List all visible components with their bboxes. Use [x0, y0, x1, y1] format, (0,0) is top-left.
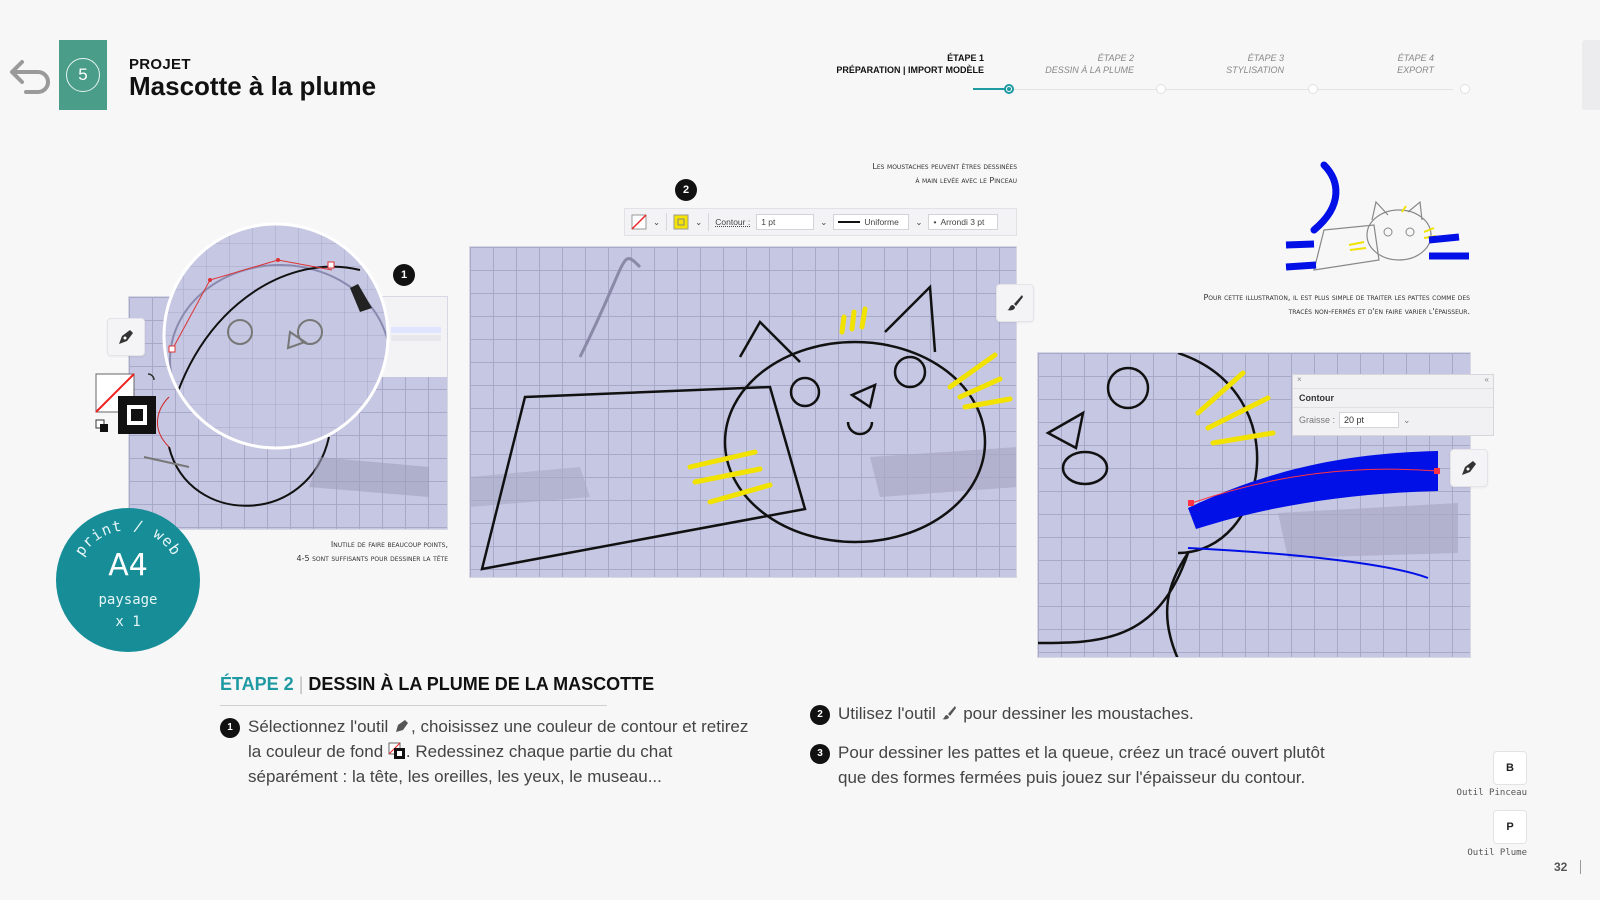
instruction-1: 1 Sélectionnez l'outil , choisissez une couleur de contour et retirez la couleur de fond . Redessinez chaque partie du chat séparément : la tête, les oreilles, les yeux, le museau... [220, 714, 800, 789]
fill-stroke-swatch-icon[interactable] [94, 372, 164, 438]
chevron-down-icon[interactable]: ⌄ [1403, 414, 1411, 425]
step-2[interactable]: ÉTAPE 2 DESSIN À LA PLUME [1045, 53, 1134, 75]
fill-swatch-icon[interactable] [673, 214, 689, 230]
screenshot-whiskers [469, 246, 1017, 578]
chevron-down-icon[interactable]: ⌄ [820, 216, 828, 227]
format-media: print / web [70, 516, 186, 560]
step-1[interactable]: ÉTAPE 1 PRÉPARATION | IMPORT MODÈLE [836, 53, 984, 75]
fill-stroke-swatch-icon [388, 742, 406, 760]
weight-row [1293, 408, 1493, 432]
instruction-2: 2 Utilisez l'outil pour dessiner les moustaches. [810, 701, 1370, 726]
project-kicker: PROJET [129, 56, 191, 73]
step-badge-2: 2 [675, 179, 697, 201]
pen-tool-tile-right[interactable] [1450, 449, 1488, 487]
format-orientation: paysage [98, 592, 158, 608]
heading-divider [220, 705, 607, 706]
toolbar-divider [666, 213, 667, 231]
step-progress [836, 52, 1500, 102]
chevron-down-icon[interactable]: ⌄ [915, 216, 923, 227]
weight-field[interactable]: 20 pt [1339, 412, 1399, 428]
magnifier-circle [160, 220, 392, 452]
section-heading: ÉTAPE 2 | DESSIN À LA PLUME DE LA MASCOTTE [220, 674, 655, 694]
chevron-down-icon[interactable]: ⌄ [653, 216, 661, 227]
format-count: x 1 [115, 614, 141, 630]
stroke-weight-field[interactable]: 1 pt [756, 214, 814, 230]
back-arrow-icon[interactable] [8, 56, 54, 96]
step-dot-3[interactable] [1308, 84, 1318, 94]
contour-panel [1292, 374, 1494, 436]
step-3[interactable]: ÉTAPE 3 STYLISATION [1226, 53, 1284, 75]
chapter-marker [59, 40, 107, 110]
pen-icon [116, 327, 136, 347]
shortcut-label-brush: Outil Pinceau [1456, 788, 1527, 798]
step-track [973, 89, 1453, 90]
instruction-3: 3 Pour dessiner les pattes et la queue, créez un tracé ouvert plutôt que des formes fermées puis jouez sur l'épaisseur du contour. [810, 740, 1390, 790]
stroke-swatch-icon[interactable] [631, 214, 647, 230]
brush-icon [940, 704, 958, 722]
step-dot-1[interactable] [1004, 84, 1014, 94]
page-title: Mascotte à la plume [129, 71, 377, 101]
contour-panel-title: Contour [1293, 389, 1493, 408]
brush-toolbar [624, 208, 1017, 236]
panel-header[interactable]: × « [1293, 375, 1493, 389]
brush-icon [1005, 293, 1025, 313]
shortcut-key-b: B [1493, 751, 1527, 785]
chevron-down-icon[interactable]: ⌄ [695, 216, 703, 227]
side-tab[interactable] [1582, 40, 1600, 110]
caption-left: Inutile de faire beaucoup points, 4-5 sont suffisants pour dessiner la tête [296, 540, 448, 563]
pen-icon [1459, 458, 1479, 478]
page-number: 32 [1554, 860, 1568, 874]
shortcut-label-pen: Outil Plume [1467, 848, 1527, 858]
profile-select[interactable]: Uniforme [833, 214, 909, 230]
format-badge [56, 508, 200, 652]
shortcut-key-p: P [1493, 810, 1527, 844]
step-4[interactable]: ÉTAPE 4 EXPORT [1397, 53, 1434, 75]
chapter-number: 5 [66, 58, 100, 92]
format-size: A4 [108, 548, 148, 583]
pen-icon [393, 717, 411, 735]
step-badge-1: 1 [393, 264, 415, 286]
mascot-preview-illustration [1284, 160, 1474, 280]
contour-label: Contour : [715, 217, 751, 227]
caption-middle: Les moustaches peuvent êtres dessinées à main levée avec le Pinceau [872, 162, 1017, 185]
step-dot-2[interactable] [1156, 84, 1166, 94]
weight-label: Graisse : [1299, 415, 1336, 425]
caption-right: Pour cette illustration, il est plus simple de traiter les pattes comme des tracés non-fermés et d'en faire varier l'épaisseur. [1203, 293, 1470, 316]
pen-tool-tile[interactable] [107, 318, 145, 356]
step-dot-4[interactable] [1460, 84, 1470, 94]
brush-tool-tile[interactable] [996, 284, 1034, 322]
toolbar-divider [708, 213, 709, 231]
brush-select[interactable]: • Arrondi 3 pt [928, 214, 998, 230]
